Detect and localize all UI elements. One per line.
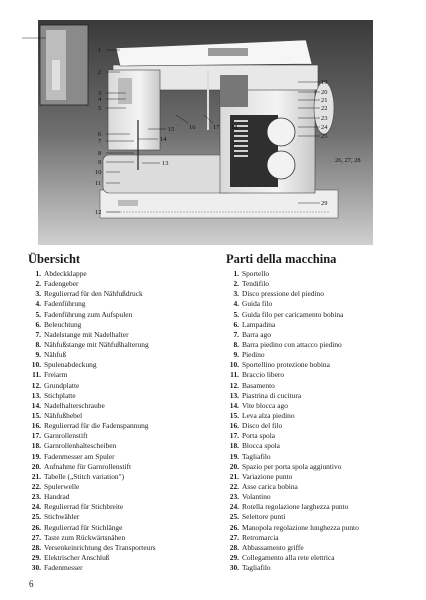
callout-2: 2 <box>98 69 102 76</box>
item-number: 18. <box>31 441 41 451</box>
item-label: Fadenführung zum Aufspulen <box>44 309 133 319</box>
item-number: 15. <box>31 410 41 420</box>
item-label: Nadelstange mit Nadelhalter <box>44 329 129 339</box>
callout-17: 17 <box>213 124 220 131</box>
item-number: 19. <box>31 451 41 461</box>
list-item <box>226 401 421 411</box>
item-number: 3. <box>233 289 239 299</box>
list-item <box>28 492 218 502</box>
item-number: 17. <box>229 431 239 441</box>
item-label: Nähfuß <box>44 350 67 360</box>
item-label: Stichplatte <box>44 390 76 400</box>
item-number: 12. <box>229 380 239 390</box>
item-number: 19. <box>229 451 239 461</box>
item-label: Basamento <box>242 380 275 390</box>
item-label: Regulierrad für Stichbreite <box>44 502 124 512</box>
list-item <box>226 441 421 451</box>
list-item <box>28 563 218 573</box>
callout-1: 1 <box>98 47 102 54</box>
item-label: Spazio per porta spola aggiuntivo <box>242 461 342 471</box>
list-item <box>226 391 421 401</box>
callout-7: 7 <box>98 138 102 145</box>
item-label: Barra ago <box>242 329 271 339</box>
item-number: 6. <box>233 319 239 329</box>
item-number: 9. <box>233 350 239 360</box>
item-label: Aufnahme für Garnrollenstift <box>44 461 132 471</box>
item-label: Fadengeber <box>44 279 79 289</box>
list-item <box>28 472 218 482</box>
list-item <box>28 533 218 543</box>
item-label: Regulierrad für den Nähfußdruck <box>44 289 143 299</box>
list-item <box>226 350 421 360</box>
list-item <box>28 553 218 563</box>
list-item <box>226 553 421 563</box>
list-item <box>28 320 218 330</box>
item-label: Freiarm <box>44 370 68 380</box>
list-item <box>28 431 218 441</box>
item-number: 14. <box>31 400 41 410</box>
list-item <box>226 299 421 309</box>
list-item <box>28 310 218 320</box>
item-number: 4. <box>233 299 239 309</box>
item-label: Elektrischer Anschluß <box>44 552 110 562</box>
callout-20: 20 <box>321 89 328 96</box>
item-number: 30. <box>229 563 239 573</box>
callout-13: 13 <box>162 160 169 167</box>
list-item <box>28 370 218 380</box>
italian-parts-list <box>226 269 421 573</box>
item-label: Barra piedino con attacco piedino <box>242 339 342 349</box>
item-label: Regulierrad für Stichlänge <box>44 522 123 532</box>
item-label: Fadenmesser <box>44 563 83 573</box>
item-number: 5. <box>35 309 41 319</box>
german-heading: Übersicht <box>28 252 81 266</box>
callout-19: 19 <box>321 79 328 86</box>
item-number: 3. <box>35 289 41 299</box>
list-item <box>28 411 218 421</box>
item-number: 23. <box>229 492 239 502</box>
list-item <box>28 340 218 350</box>
item-number: 1. <box>35 269 41 278</box>
page-number: 6 <box>29 579 34 589</box>
italian-heading: Parti della macchina <box>226 252 337 266</box>
list-item <box>226 452 421 462</box>
item-number: 16. <box>229 421 239 431</box>
item-number: 20. <box>229 461 239 471</box>
item-number: 13. <box>229 390 239 400</box>
item-label: Stichwähler <box>44 512 80 522</box>
item-label: Piastrina di cucitura <box>242 390 302 400</box>
callout-23: 23 <box>321 115 328 122</box>
item-label: Sportellino protezione bobina <box>242 360 330 370</box>
item-label: Sportello <box>242 269 270 278</box>
list-item <box>226 472 421 482</box>
item-number: 5. <box>233 309 239 319</box>
item-label: Guida filo <box>242 299 273 309</box>
list-item <box>28 350 218 360</box>
item-label: Grundplatte <box>44 380 80 390</box>
item-label: Nähfußhebel <box>44 410 83 420</box>
item-number: 11. <box>32 370 41 380</box>
item-number: 1. <box>233 269 239 278</box>
list-item <box>28 421 218 431</box>
list-item <box>28 512 218 522</box>
german-parts-list <box>28 269 218 573</box>
item-label: Disco del filo <box>242 421 283 431</box>
item-number: 6. <box>35 319 41 329</box>
item-label: Blocca spola <box>242 441 280 451</box>
list-item <box>28 289 218 299</box>
item-label: Fadenführung <box>44 299 86 309</box>
item-number: 12. <box>31 380 41 390</box>
item-number: 21. <box>229 471 239 481</box>
item-number: 29. <box>31 552 41 562</box>
item-label: Fadenmesser am Spuler <box>44 451 115 461</box>
list-item <box>28 381 218 391</box>
item-number: 16. <box>31 421 41 431</box>
item-number: 9. <box>35 350 41 360</box>
item-label: Porta spola <box>242 431 276 441</box>
german-parts-column <box>28 252 218 573</box>
item-number: 7. <box>233 329 239 339</box>
callout-12: 12 <box>95 209 102 216</box>
list-item <box>226 360 421 370</box>
list-item <box>226 482 421 492</box>
callout-16: 16 <box>189 124 196 131</box>
list-item <box>226 512 421 522</box>
item-number: 24. <box>31 502 41 512</box>
list-item <box>28 543 218 553</box>
item-label: Vite blocca ago <box>242 400 288 410</box>
item-number: 20. <box>31 461 41 471</box>
list-item <box>28 502 218 512</box>
list-item <box>28 279 218 289</box>
item-label: Handrad <box>44 492 70 502</box>
list-item <box>28 441 218 451</box>
item-label: Beleuchtung <box>44 319 82 329</box>
list-item <box>28 391 218 401</box>
item-number: 11. <box>230 370 239 380</box>
item-label: Garnrollenhaltescheiben <box>44 441 117 451</box>
callout-11: 11 <box>95 180 102 187</box>
item-number: 18. <box>229 441 239 451</box>
callout-10: 10 <box>95 169 102 176</box>
item-number: 2. <box>35 279 41 289</box>
callout-22: 22 <box>321 105 328 112</box>
list-item <box>226 543 421 553</box>
item-label: Garnrollenstift <box>44 431 88 441</box>
callout-24: 24 <box>321 124 328 131</box>
list-item <box>226 381 421 391</box>
item-number: 10. <box>229 360 239 370</box>
item-label: Abbassamento griffe <box>242 542 304 552</box>
item-label: Selettore punti <box>242 512 286 522</box>
item-label: Tendifilo <box>242 279 269 289</box>
list-item <box>226 279 421 289</box>
callout-18: 18 <box>231 124 238 131</box>
list-item <box>28 330 218 340</box>
list-item <box>226 370 421 380</box>
list-item <box>226 431 421 441</box>
item-number: 28. <box>31 542 41 552</box>
item-label: Spulerwelle <box>44 481 80 491</box>
callout-5: 5 <box>98 105 102 112</box>
list-item <box>28 269 218 279</box>
list-item <box>226 330 421 340</box>
list-item <box>226 533 421 543</box>
item-number: 22. <box>31 481 41 491</box>
item-label: Abdeckklappe <box>44 269 87 278</box>
item-label: Tagliafilo <box>242 563 271 573</box>
item-label: Collegamento alla rete elettrica <box>242 552 335 562</box>
callout-3: 3 <box>98 90 102 97</box>
item-number: 27. <box>229 532 239 542</box>
item-label: Nadelhalterschraube <box>44 400 105 410</box>
item-label: Guida filo per caricamento bobina <box>242 309 344 319</box>
list-item <box>28 462 218 472</box>
item-label: Disco pressione del piedino <box>242 289 324 299</box>
list-item <box>226 523 421 533</box>
item-label: Variazione punto <box>242 471 293 481</box>
callout-26-27-28: 26, 27, 28 <box>335 157 361 164</box>
callout-8: 8 <box>98 150 102 157</box>
item-number: 10. <box>31 360 41 370</box>
item-number: 17. <box>31 431 41 441</box>
item-label: Nähfußstange mit Nähfußhalterung <box>44 339 149 349</box>
item-number: 7. <box>35 329 41 339</box>
item-number: 25. <box>31 512 41 522</box>
list-item <box>226 320 421 330</box>
item-label: Lampadina <box>242 319 276 329</box>
list-item <box>226 289 421 299</box>
callout-15: 15 <box>168 126 175 133</box>
list-item <box>28 452 218 462</box>
list-item <box>28 299 218 309</box>
item-label: Volantino <box>242 492 271 502</box>
item-number: 27. <box>31 532 41 542</box>
item-label: Spulenabdeckung <box>44 360 97 370</box>
callout-21: 21 <box>321 97 328 104</box>
callout-14: 14 <box>160 136 167 143</box>
item-number: 4. <box>35 299 41 309</box>
list-item <box>28 401 218 411</box>
item-label: Versenkeinrichtung des Transporteurs <box>44 542 156 552</box>
callout-25: 25 <box>321 133 328 140</box>
list-item <box>226 563 421 573</box>
item-number: 2. <box>233 279 239 289</box>
item-label: Taste zum Rückwärtsnähen <box>44 532 126 542</box>
item-number: 30. <box>31 563 41 573</box>
item-number: 23. <box>31 492 41 502</box>
list-item <box>226 310 421 320</box>
item-number: 26. <box>31 522 41 532</box>
list-item <box>28 360 218 370</box>
callout-6: 6 <box>98 131 102 138</box>
list-item <box>226 421 421 431</box>
item-number: 26. <box>229 522 239 532</box>
item-label: Tagliafilo <box>242 451 271 461</box>
item-label: Tabelle („Stitch variation") <box>44 471 125 481</box>
list-item <box>226 492 421 502</box>
item-number: 14. <box>229 400 239 410</box>
item-number: 28. <box>229 542 239 552</box>
list-item <box>226 502 421 512</box>
item-label: Retromarcia <box>242 532 279 542</box>
item-number: 24. <box>229 502 239 512</box>
item-number: 25. <box>229 512 239 522</box>
sewing-machine-photo <box>8 20 418 245</box>
list-item <box>226 411 421 421</box>
item-label: Manopola regolazione lunghezza punto <box>242 522 359 532</box>
item-number: 15. <box>229 410 239 420</box>
callout-4: 4 <box>98 96 102 103</box>
item-label: Piedino <box>242 350 265 360</box>
item-number: 21. <box>31 471 41 481</box>
callout-9: 9 <box>98 159 102 166</box>
list-item <box>226 269 421 279</box>
list-item <box>226 462 421 472</box>
list-item <box>28 482 218 492</box>
item-number: 13. <box>31 390 41 400</box>
item-number: 22. <box>229 481 239 491</box>
item-number: 8. <box>35 339 41 349</box>
list-item <box>226 340 421 350</box>
item-label: Regulierrad für die Fadenspannung <box>44 421 149 431</box>
item-number: 8. <box>233 339 239 349</box>
callout-29: 29 <box>321 200 328 207</box>
list-item <box>28 523 218 533</box>
italian-parts-column <box>226 252 421 573</box>
item-label: Leva alza piedino <box>242 410 295 420</box>
item-label: Rotella regolazione larghezza punto <box>242 502 349 512</box>
item-label: Asse carica bobina <box>242 481 298 491</box>
item-label: Braccio libero <box>242 370 285 380</box>
item-number: 29. <box>229 552 239 562</box>
